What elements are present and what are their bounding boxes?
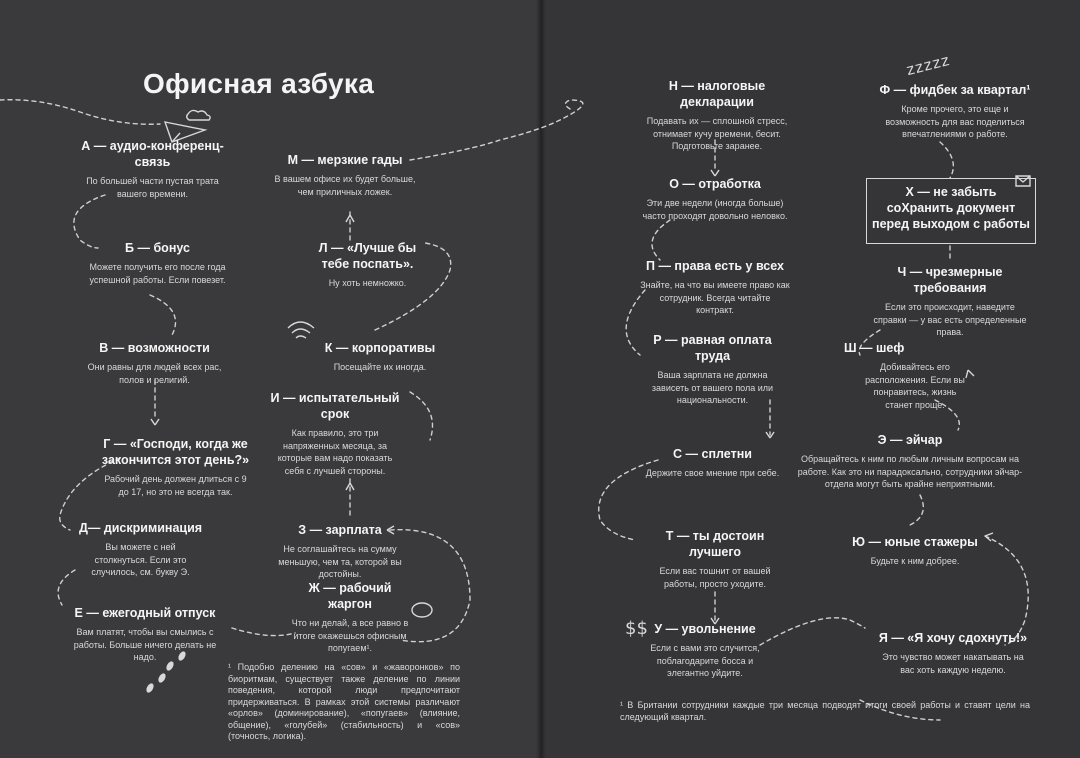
entry-heading: Р — равная оплата труда [653, 333, 772, 363]
entry-kh [872, 184, 1030, 232]
entry-text: Если с вами это случится, поблагодарите босса и элегантно уйдите. [650, 643, 760, 678]
entry-heading: К — корпоративы [324, 341, 436, 355]
entry-text: Добивайтесь его расположения. Если вы понравитесь, жизнь станет проще. [865, 362, 965, 410]
entry-e [65, 605, 225, 664]
entry-heading: З — зарплата [298, 523, 382, 537]
footnote-right: ¹ В Британии сотрудники каждые три месяца подводят итоги своей работы и ставят цели на следующий квартал. [620, 700, 1030, 722]
dashed-path [985, 536, 1028, 645]
entry-text: Кроме прочего, это еще и возможность для вас поделиться впечатлениями о работе. [885, 104, 1025, 139]
entry-text: Они равны для людей всех рас, полов и религий. [87, 362, 222, 385]
entry-l [305, 240, 430, 290]
sleep-zzz-icon: zzzzz [904, 50, 952, 80]
entry-text: В вашем офисе их будет больше, чем приличных ложек. [274, 174, 416, 197]
entry-text: Если вас тошнит от вашей работы, просто уходите. [659, 566, 771, 589]
entry-heading: Э — эйчар [877, 433, 943, 447]
entry-text: Ваша зарплата не должна зависеть от вашего пола или национальности. [651, 370, 774, 405]
entry-text: Не соглашайтесь на сумму меньшую, чем та, которой вы достойны. [278, 544, 402, 579]
speech-bubble-icon [412, 603, 432, 617]
entry-ch [870, 264, 1030, 339]
entry-heading: С — сплетни [673, 447, 752, 461]
entry-p [640, 258, 790, 317]
page-title: Офисная азбука [143, 68, 375, 99]
entry-heading: И — испытательный срок [270, 391, 400, 421]
entry-heading: Г — «Господи, когда же закончится этот день?» [101, 437, 250, 467]
entry-heading: Т — ты достоин лучшего [665, 529, 765, 559]
dashed-path [410, 100, 583, 160]
footprint-icon [157, 672, 167, 684]
entry-heading: М — мерзкие гады [287, 153, 403, 167]
entry-text: Рабочий день должен длиться с 9 до 17, но это не всегда так. [104, 474, 247, 497]
entry-heading: Д— дискриминация [78, 521, 203, 535]
entry-i [260, 390, 410, 477]
entry-text: Вы можете с ней столкнуться. Если это случилось, см. букву Э. [91, 542, 190, 577]
entry-text: Будьте к ним добрее. [870, 556, 960, 566]
entry-heading: А — аудио-конференц-связь [81, 139, 224, 169]
footnote-left: ¹ Подобно делению на «сов» и «жаворонков» по биоритмам, существует также деление по линии поведения, которой люди предпочитают придерживаться. В рамках этой системы различают «орлов» (доминирование), «попугаев» (влияние, общение), «голубей» (стабильность) и «сов» (точность, логика). [228, 662, 460, 741]
entry-text: Держите свое мнение при себе. [645, 468, 780, 478]
entry-text: По большей части пустая трата вашего времени. [86, 176, 219, 199]
entry-text: Можете получить его после года успешной работы. Если повезет. [89, 262, 226, 285]
entry-heading: Ю — юные стажеры [852, 535, 978, 549]
entry-text: Если это происходит, наведите справки — у вас есть определенные права. [873, 302, 1027, 337]
entry-s [640, 446, 785, 480]
entry-text: Вам платят, чтобы вы смылись с работы. Больше ничего делать не надо. [73, 627, 217, 662]
cloud-icon [187, 110, 210, 120]
entry-v [62, 340, 247, 386]
entry-g [88, 436, 263, 498]
entry-heading: Ф — фидбек за квартал¹ [879, 83, 1031, 97]
entry-e-hr [795, 432, 1025, 491]
footprint-icon [145, 682, 155, 694]
entry-heading: Ш — шеф [844, 341, 905, 355]
entry-heading: Б — бонус [125, 241, 190, 255]
entry-text: Эти две недели (иногда больше) часто проходят довольно неловко. [642, 198, 788, 221]
entry-m [270, 152, 420, 198]
entry-heading: О — отработка [669, 177, 761, 191]
entry-heading: Я — «Я хочу сдохнуть!» [878, 631, 1028, 645]
dashed-path [910, 495, 923, 525]
entry-text: Знайте, на что вы имеете право как сотрудник. Всегда читайте контракт. [640, 280, 790, 315]
dashed-path [410, 392, 433, 440]
entry-text: Ну хоть немножко. [328, 278, 407, 288]
entry-text: Что ни делай, а все равно в итоге окажешься офисным попугаем¹. [291, 618, 409, 653]
entry-text: Посещайте их иногда. [333, 362, 427, 372]
entry-b [70, 240, 245, 286]
entry-heading: В — возможности [99, 341, 210, 355]
entry-k [300, 340, 460, 374]
entry-heading: У — увольнение [654, 622, 756, 636]
entry-heading: Н — налоговые декларации [668, 79, 766, 109]
dashed-path [652, 220, 670, 260]
entry-o [640, 176, 790, 222]
dashed-path [760, 618, 865, 645]
dashed-path [940, 142, 953, 178]
entry-text: Подавать их — сплошной стресс, отнимает кучу времени, бесит. Подготовьте заранее. [646, 116, 788, 151]
dollar-icon: $$ [625, 618, 648, 639]
entry-u [645, 621, 765, 680]
entry-n [638, 78, 796, 153]
entry-heading: Х — не забыть соХранить документ перед выходом с работы [872, 185, 1030, 231]
entry-heading: Ж — рабочий жаргон [308, 581, 392, 611]
entry-heading: П — права есть у всех [645, 259, 785, 273]
entry-heading: Е — ежегодный отпуск [74, 606, 216, 620]
entry-t [640, 528, 790, 590]
entry-yu [840, 534, 990, 568]
entry-a [70, 138, 235, 200]
entry-heading: Ч — чрезмерные требования [897, 265, 1003, 295]
entry-text: Обращайтесь к ним по любым личным вопросам на работе. Как это ни парадоксально, сотрудники эйчар-отдела могут быть крайне неприятными. [797, 454, 1023, 489]
dashed-path [0, 100, 160, 125]
entry-heading: Л — «Лучше бы тебе поспать». [318, 241, 417, 271]
entry-text: Как правило, это три напряженных месяца, за которые вам надо показать себя с лучшей стороны. [277, 428, 393, 476]
arrow-icon [151, 419, 159, 425]
entry-text: Это чувство может накатывать на вас хоть каждую неделю. [882, 652, 1024, 675]
entry-d [68, 520, 213, 579]
entry-ya [868, 630, 1038, 676]
entry-r [640, 332, 785, 407]
entry-zh [285, 580, 415, 655]
wifi-icon [288, 322, 314, 338]
dashed-path [150, 295, 176, 335]
entry-z [260, 522, 420, 581]
entry-sh [830, 340, 1000, 411]
entry-f [875, 82, 1035, 141]
